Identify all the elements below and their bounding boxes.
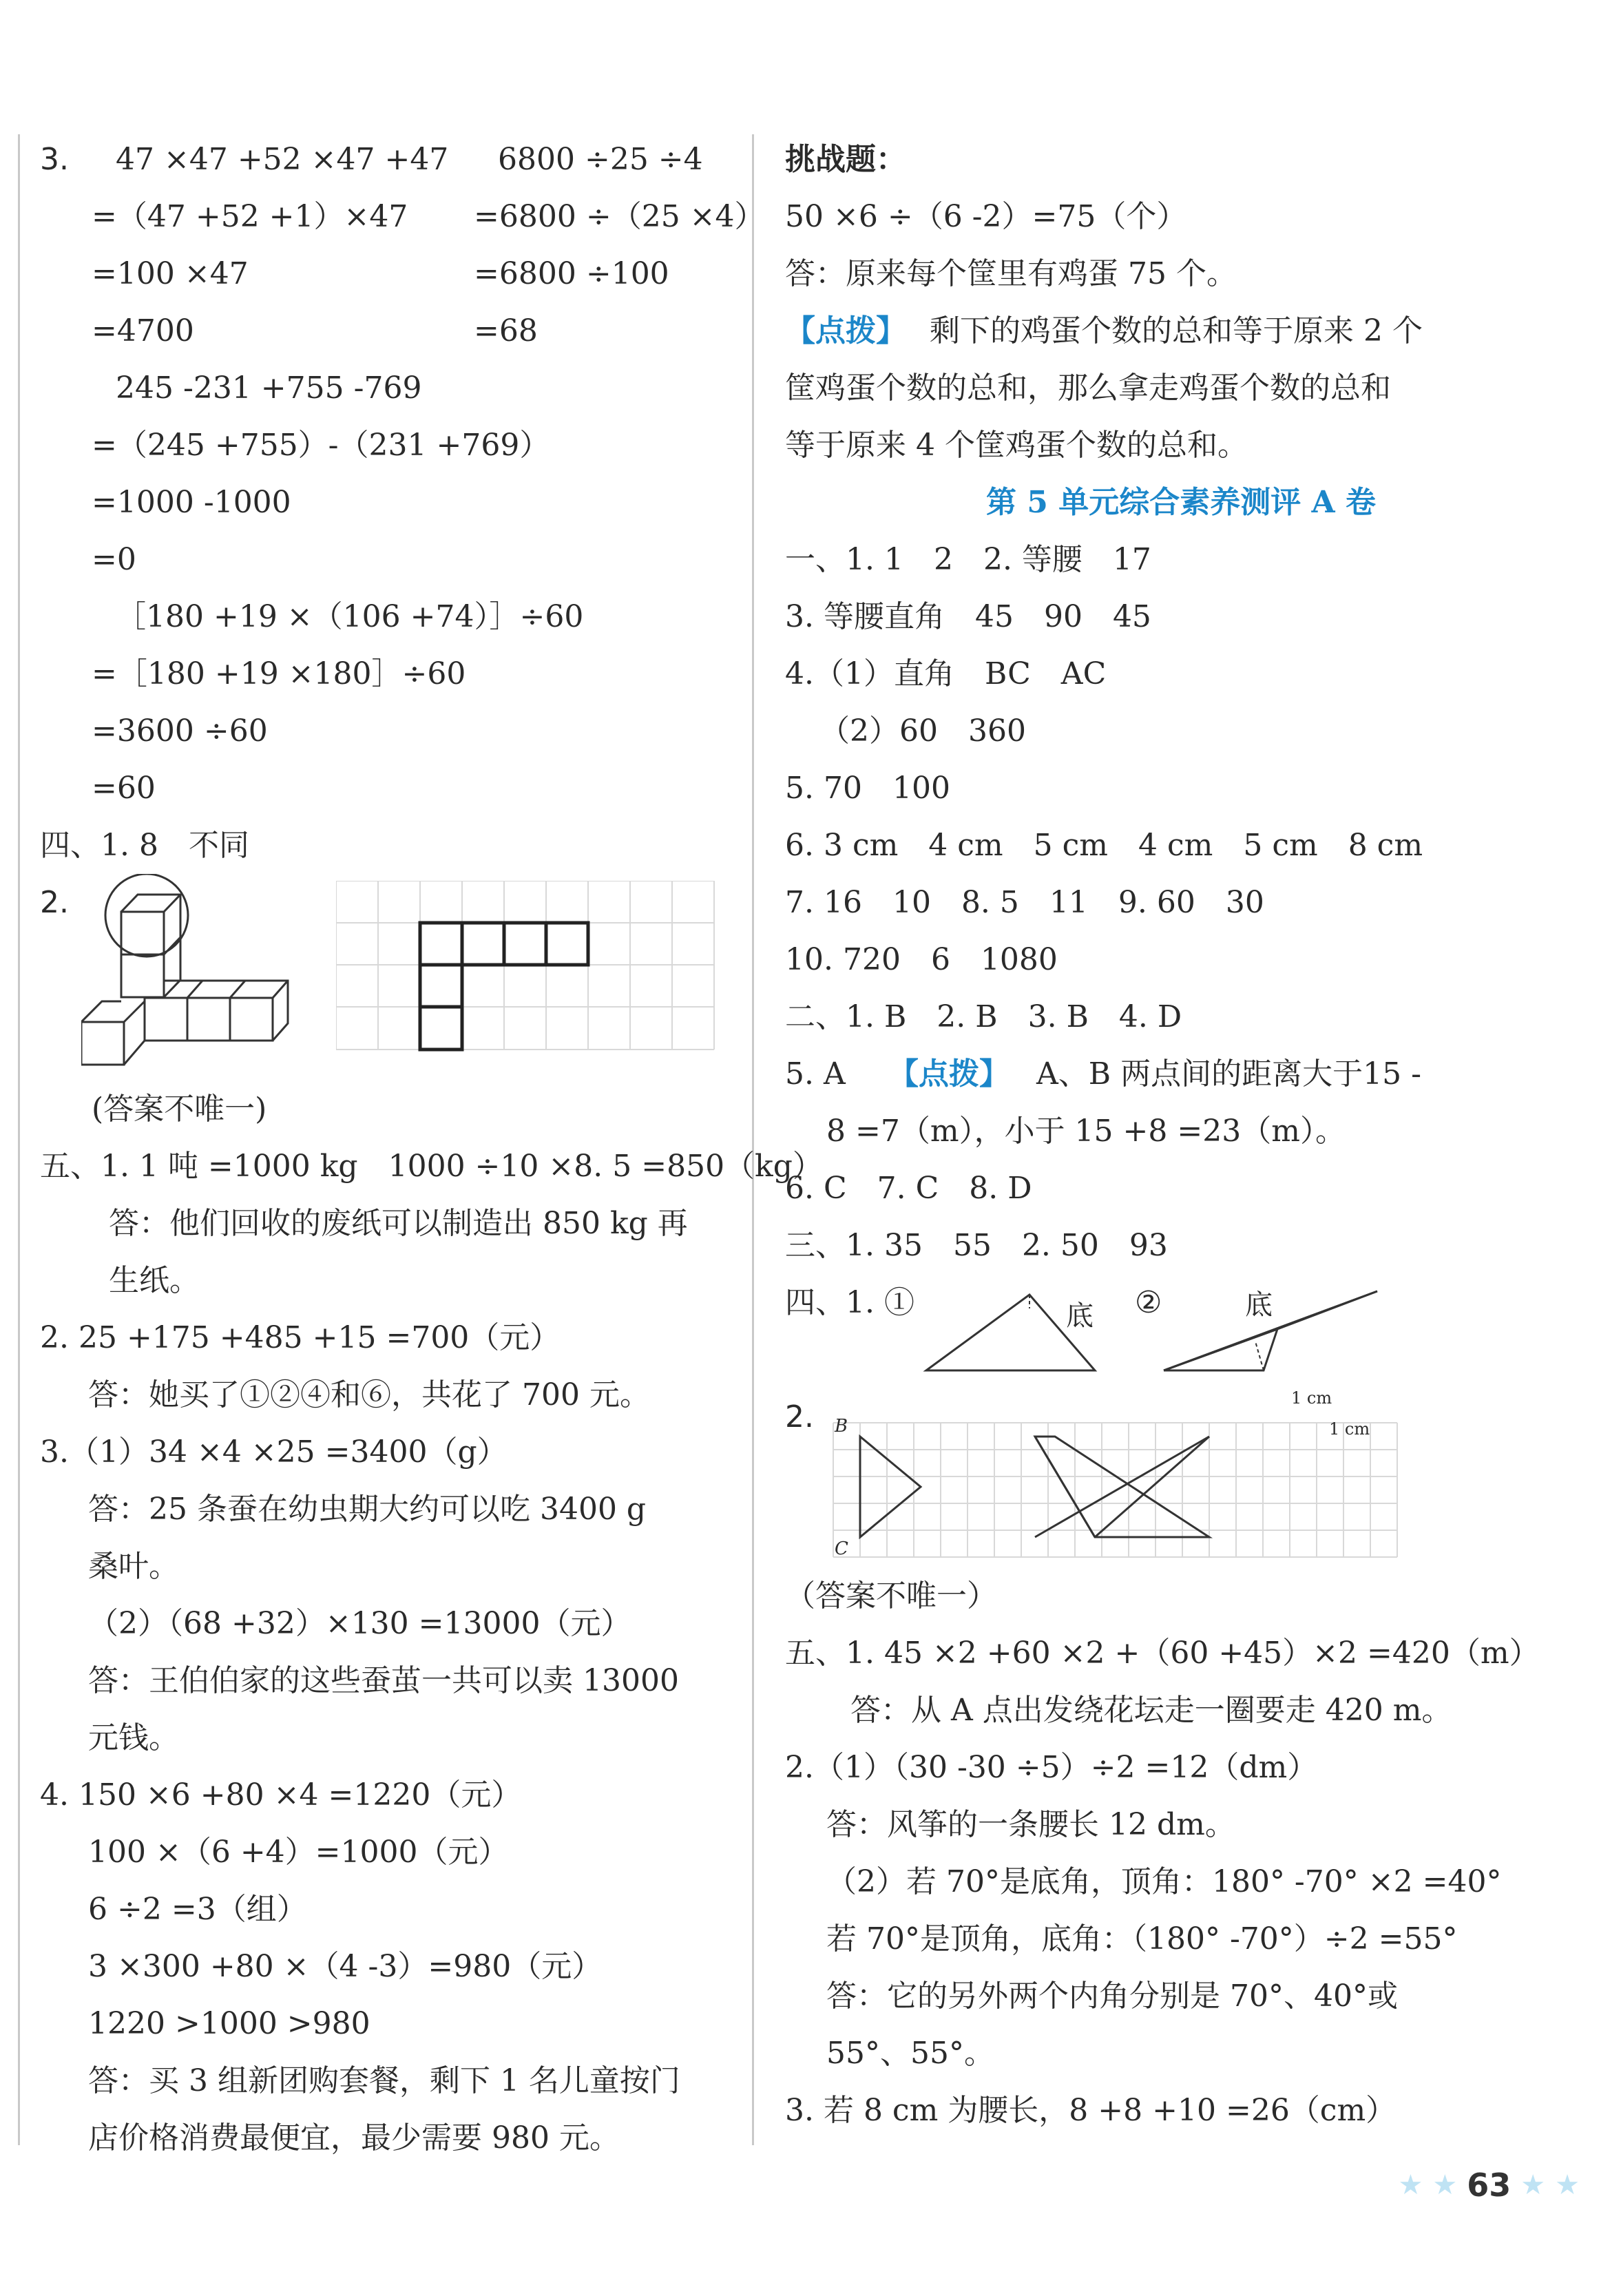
star-icon: ★	[1555, 2169, 1580, 2201]
line	[785, 531, 1577, 588]
answer: 2.（1）（30 -30 ÷5）÷2 =12（dm）	[785, 1750, 1318, 1785]
line	[785, 817, 1577, 874]
answer: 5. 70 100	[785, 771, 950, 806]
base-label: 底	[1066, 1300, 1094, 1332]
answer: （2）若 70°是底角，顶角：180° -70° ×2 =40°	[826, 1864, 1502, 1899]
triangles-row	[785, 1274, 1577, 1388]
answer: 三、1. 35 55 2. 50 93	[785, 1228, 1168, 1263]
expr: =0	[92, 542, 136, 577]
answer: 3. 等腰直角 45 90 45	[785, 599, 1151, 634]
answer: 五、1. 45 ×2 +60 ×2 +（60 +45）×2 =420（m）	[785, 1636, 1540, 1671]
line	[40, 588, 735, 645]
answer: 等于原来 4 个筐鸡蛋个数的总和。	[785, 428, 1248, 463]
cube-stack-diagram	[81, 874, 357, 1081]
line	[40, 302, 735, 359]
line	[40, 188, 765, 245]
expr: =68	[474, 313, 538, 348]
question-label: 2.	[40, 885, 69, 920]
line	[785, 1567, 1577, 1625]
line	[785, 1217, 1577, 1274]
answer: 10. 720 6 1080	[785, 942, 1058, 977]
answer: 55°、55°。	[826, 2036, 994, 2071]
answer: 5. A	[785, 1056, 846, 1092]
line	[40, 1938, 735, 1995]
line	[40, 1995, 735, 2052]
point-label-c: C	[835, 1538, 848, 1559]
line	[40, 1252, 735, 1309]
line	[40, 817, 735, 874]
right-column	[785, 131, 1577, 2139]
note: (答案不唯一)	[92, 1092, 267, 1127]
line	[785, 1682, 1577, 1739]
expr: 6800 ÷25 ÷4	[498, 142, 703, 177]
answer: 答：它的另外两个内角分别是 70°、40°或	[826, 1979, 1398, 2014]
answer: 8 =7（m），小于 15 +8 =23（m）。	[826, 1114, 1346, 1149]
base-label: 底	[1245, 1289, 1273, 1321]
line	[40, 1138, 823, 1195]
point-label-b: B	[835, 1416, 848, 1437]
line	[785, 2082, 1577, 2139]
top-view-grid	[336, 881, 722, 1053]
line	[785, 245, 1577, 302]
answer: 2. 25 +175 +485 +15 =700（元）	[40, 1320, 561, 1355]
answer: 四、1. 8 不同	[40, 828, 249, 863]
answer: 6. 3 cm 4 cm 5 cm 4 cm 5 cm 8 cm	[785, 828, 1423, 863]
line	[40, 245, 735, 302]
line	[785, 874, 1577, 931]
scale-label-horizontal: 1 cm	[1291, 1388, 1332, 1408]
answer: 4.（1）直角 BC AC	[785, 656, 1107, 691]
answer: 答：她买了①②④和⑥，共花了 700 元。	[88, 1377, 650, 1412]
line	[40, 1595, 735, 1652]
answer: 3.（1）34 ×4 ×25 =3400（g）	[40, 1434, 508, 1470]
expr: =6800 ÷100	[474, 256, 669, 291]
page-number-bar	[1399, 2161, 1580, 2209]
line	[40, 474, 735, 531]
answer: 3 ×300 +80 ×（4 -3）=980（元）	[88, 1949, 603, 1984]
page-number: 63	[1467, 2167, 1512, 2204]
line	[785, 1796, 1577, 1853]
answer: 答：买 3 组新团购套餐，剩下 1 名儿童按门	[88, 2063, 680, 2098]
line	[785, 1625, 1577, 1682]
line	[785, 588, 1577, 645]
line	[785, 302, 1577, 359]
section-heading: 挑战题：	[785, 142, 906, 177]
expr: =［180 +19 ×180］÷60	[92, 656, 466, 691]
answer: A、B 两点间的距离大于15 -	[1036, 1056, 1421, 1092]
scale-label-vertical: 1 cm	[1329, 1419, 1370, 1439]
hint-tag: 【点拨】	[888, 1056, 1010, 1092]
line	[785, 1853, 1577, 1910]
line	[785, 1103, 1577, 1160]
line	[785, 702, 1577, 760]
answer: 1220 >1000 >980	[88, 2006, 370, 2041]
expr: =100 ×47	[92, 256, 249, 291]
answer: 答：从 A 点出发绕花坛走一圈要走 420 m。	[850, 1693, 1452, 1728]
grid-figure-row	[785, 1388, 1577, 1567]
answer: 6. C 7. C 8. D	[785, 1171, 1032, 1206]
answer: （2）（68 +32）×130 =13000（元）	[88, 1606, 631, 1641]
answer: 答：他们回收的废纸可以制造出 850 kg 再	[109, 1206, 688, 1241]
expr: =6800 ÷（25 ×4）	[474, 199, 765, 234]
line	[40, 1481, 735, 1538]
star-icon: ★	[1398, 2169, 1423, 2201]
line	[40, 702, 735, 760]
line	[785, 1045, 1577, 1103]
line	[785, 645, 1577, 702]
answer: 筐鸡蛋个数的总和，那么拿走鸡蛋个数的总和	[785, 371, 1391, 406]
expr: ［180 +19 ×（106 +74）］÷60	[116, 599, 584, 634]
line	[40, 1081, 735, 1138]
expr: =60	[92, 771, 156, 806]
answer: （2）60 360	[819, 713, 1026, 749]
line	[785, 1910, 1577, 1968]
answer: 答：风筝的一条腰长 12 dm。	[826, 1807, 1235, 1842]
answer: 桑叶。	[88, 1549, 179, 1584]
answer: 4. 150 ×6 +80 ×4 =1220（元）	[40, 1777, 522, 1813]
line	[40, 1423, 735, 1481]
line	[40, 1538, 735, 1595]
line	[40, 531, 735, 588]
line	[40, 1824, 735, 1881]
note: （答案不唯一）	[785, 1578, 997, 1614]
expr: =4700	[92, 313, 194, 348]
line	[40, 1766, 735, 1824]
line	[785, 1739, 1577, 1796]
line	[40, 1366, 735, 1423]
answer: 50 ×6 ÷（6 -2）=75（个）	[785, 199, 1187, 234]
line	[40, 417, 735, 474]
line	[785, 417, 1577, 474]
line	[40, 645, 735, 702]
expr: 245 -231 +755 -769	[116, 371, 422, 406]
expr: =3600 ÷60	[92, 713, 268, 749]
line	[785, 760, 1577, 817]
line	[40, 1881, 735, 1938]
line	[40, 2052, 735, 2109]
expr: =（47 +52 +1）×47	[92, 199, 408, 234]
answer: 7. 16 10 8. 5 11 9. 60 30	[785, 885, 1264, 920]
line	[40, 359, 735, 417]
line	[40, 1709, 735, 1766]
cube-figure-row	[40, 874, 735, 1081]
answer: 元钱。	[88, 1720, 179, 1755]
answer: 一、1. 1 2 2. 等腰 17	[785, 542, 1151, 577]
star-icon: ★	[1520, 2169, 1546, 2201]
answer: 生纸。	[109, 1263, 200, 1298]
line	[785, 1968, 1577, 2025]
answer: 五、1. 1 吨 =1000 kg 1000 ÷10 ×8. 5 =850（kg）	[40, 1149, 823, 1184]
hint-tag: 【点拨】	[785, 313, 906, 348]
line	[785, 1160, 1577, 1217]
answer: 答：25 条蚕在幼虫期大约可以吃 3400 g	[88, 1492, 647, 1527]
question-label: 3.	[40, 142, 69, 177]
answer: 剩下的鸡蛋个数的总和等于原来 2 个	[930, 313, 1423, 348]
line	[785, 2025, 1577, 2082]
expr: 47 ×47 +52 ×47 +47	[116, 142, 449, 177]
answer: 3. 若 8 cm 为腰长，8 +8 +10 =26（cm）	[785, 2093, 1397, 2128]
test-title: 第 5 单元综合素养测评 A 卷	[985, 485, 1377, 520]
answer: 店价格消费最便宜，最少需要 980 元。	[88, 2120, 620, 2156]
line	[785, 931, 1577, 988]
answer: 答：王伯伯家的这些蚕茧一共可以卖 13000	[88, 1663, 679, 1698]
answer: 6 ÷2 =3（组）	[88, 1892, 307, 1927]
answer: 二、1. B 2. B 3. B 4. D	[785, 999, 1182, 1034]
expr: =（245 +755）-（231 +769）	[92, 428, 550, 463]
line	[40, 1195, 735, 1252]
line	[785, 359, 1577, 417]
left-margin-line	[18, 134, 20, 2145]
question-label: 2.	[785, 1399, 814, 1434]
line	[40, 1309, 735, 1366]
line	[40, 760, 735, 817]
star-icon: ★	[1432, 2169, 1458, 2201]
answer: 100 ×（6 +4）=1000（元）	[88, 1835, 509, 1870]
answer: 若 70°是顶角，底角：（180° -70°）÷2 =55°	[826, 1921, 1458, 1956]
line	[40, 2109, 735, 2167]
answer: 答：原来每个筐里有鸡蛋 75 个。	[785, 256, 1237, 291]
line	[40, 1652, 735, 1709]
line	[785, 131, 1577, 188]
line	[785, 988, 1577, 1045]
answer: 四、1. ①	[785, 1285, 914, 1320]
expr: =1000 -1000	[92, 485, 291, 520]
line	[785, 188, 1577, 245]
answer: ②	[1135, 1285, 1162, 1320]
line	[40, 131, 735, 188]
